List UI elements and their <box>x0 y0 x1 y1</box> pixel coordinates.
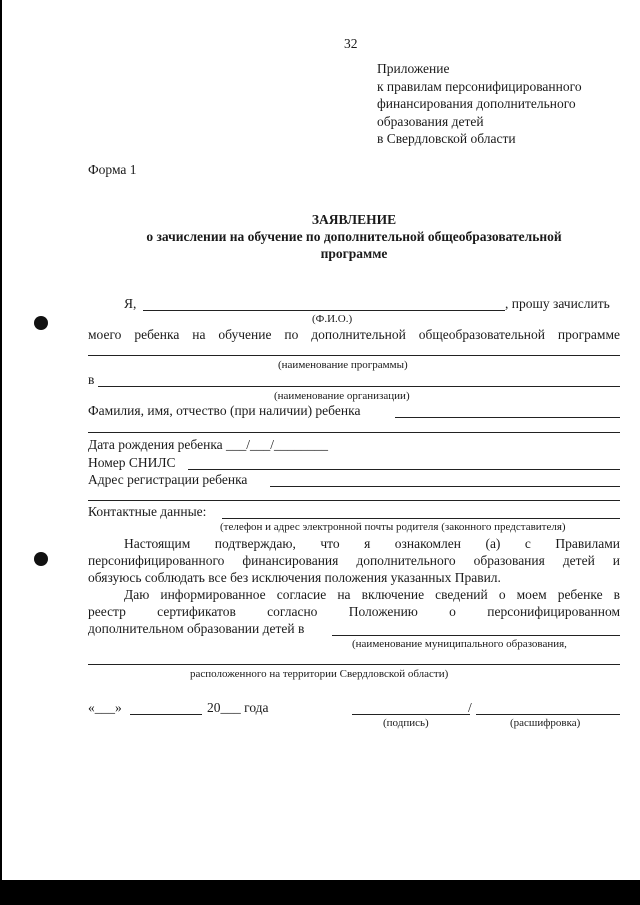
contacts-caption: (телефон и адрес электронной почты родителя (законного представителя) <box>220 521 566 533</box>
snils-field[interactable] <box>188 469 620 470</box>
punch-hole-bottom <box>34 552 48 566</box>
birth-date-field[interactable]: Дата рождения ребенка ___/___/________ <box>88 437 329 452</box>
title-text: программе <box>320 246 388 261</box>
municipality-caption: (наименование муниципального образования, <box>352 638 567 650</box>
title-line1 <box>88 212 620 228</box>
municipality-field[interactable] <box>332 635 620 636</box>
organization-caption: (наименование организации) <box>274 390 410 402</box>
child-name-label: Фамилия, имя, отчество (при наличии) ребенка <box>88 403 361 418</box>
appendix-block <box>377 60 582 148</box>
appendix-line: финансирования дополнительного <box>377 96 576 111</box>
child-name-field[interactable] <box>395 417 620 418</box>
fio-field[interactable] <box>143 310 505 311</box>
snils-label: Номер СНИЛС <box>88 455 176 470</box>
date-day[interactable]: «___» <box>88 700 122 715</box>
program-caption: (наименование программы) <box>278 359 408 371</box>
punch-hole-top <box>34 316 48 330</box>
title-line3 <box>88 246 620 262</box>
address-field-cont[interactable] <box>88 500 620 501</box>
child-name-field-cont[interactable] <box>88 432 620 433</box>
in-prefix: в <box>88 372 95 387</box>
paragraph1-line: обязуюсь соблюдать все без исключения положения указанных Правил. <box>88 570 501 585</box>
paragraph2-line: дополнительном образовании детей в <box>88 621 305 636</box>
i-suffix: , прошу зачислить <box>505 296 610 311</box>
program-field[interactable] <box>88 355 620 356</box>
title-text: ЗАЯВЛЕНИЕ <box>311 212 397 227</box>
appendix-line: в Свердловской области <box>377 131 516 146</box>
title-text: о зачислении на обучение по дополнительной общеобразовательной <box>146 229 562 244</box>
appendix-line: к правилам персонифицированного <box>377 78 582 94</box>
appendix-line: Приложение <box>377 61 450 76</box>
scan-bottom-edge <box>0 880 640 905</box>
paragraph2-line: реестр сертификатов согласно Положению о персонифицированном <box>88 604 620 619</box>
territory-caption: расположенного на территории Свердловской области) <box>190 668 449 680</box>
signature-field[interactable] <box>352 714 470 715</box>
date-month-field[interactable] <box>130 714 202 715</box>
contacts-label: Контактные данные: <box>88 504 207 519</box>
page-number: 32 <box>344 36 358 51</box>
scan-left-edge <box>0 0 2 905</box>
territory-field[interactable] <box>88 664 620 665</box>
contacts-field[interactable] <box>222 518 620 519</box>
child-enroll-line: моего ребенка на обучение по дополнительной общеобразовательной программе <box>88 327 620 342</box>
decoding-caption: (расшифровка) <box>510 717 581 729</box>
address-label: Адрес регистрации ребенка <box>88 472 248 487</box>
fio-caption: (Ф.И.О.) <box>312 313 353 325</box>
date-year[interactable]: 20___ года <box>207 700 269 715</box>
organization-field[interactable] <box>98 386 620 387</box>
appendix-line: образования детей <box>377 113 484 129</box>
address-field[interactable] <box>270 486 620 487</box>
decoding-field[interactable] <box>476 714 620 715</box>
i-prefix: Я, <box>124 296 137 311</box>
title-line2 <box>88 229 620 245</box>
signature-caption: (подпись) <box>383 717 429 729</box>
paragraph1-line: персонифицированного финансирования дополнительного образования детей и <box>88 553 620 568</box>
slash-separator: / <box>468 700 472 715</box>
paragraph2-line: Даю информированное согласие на включение сведений о моем ребенке в <box>124 587 620 602</box>
paragraph1-line: Настоящим подтверждаю, что я ознакомлен (а) с Правилами <box>124 536 620 551</box>
form-label: Форма 1 <box>88 162 137 177</box>
